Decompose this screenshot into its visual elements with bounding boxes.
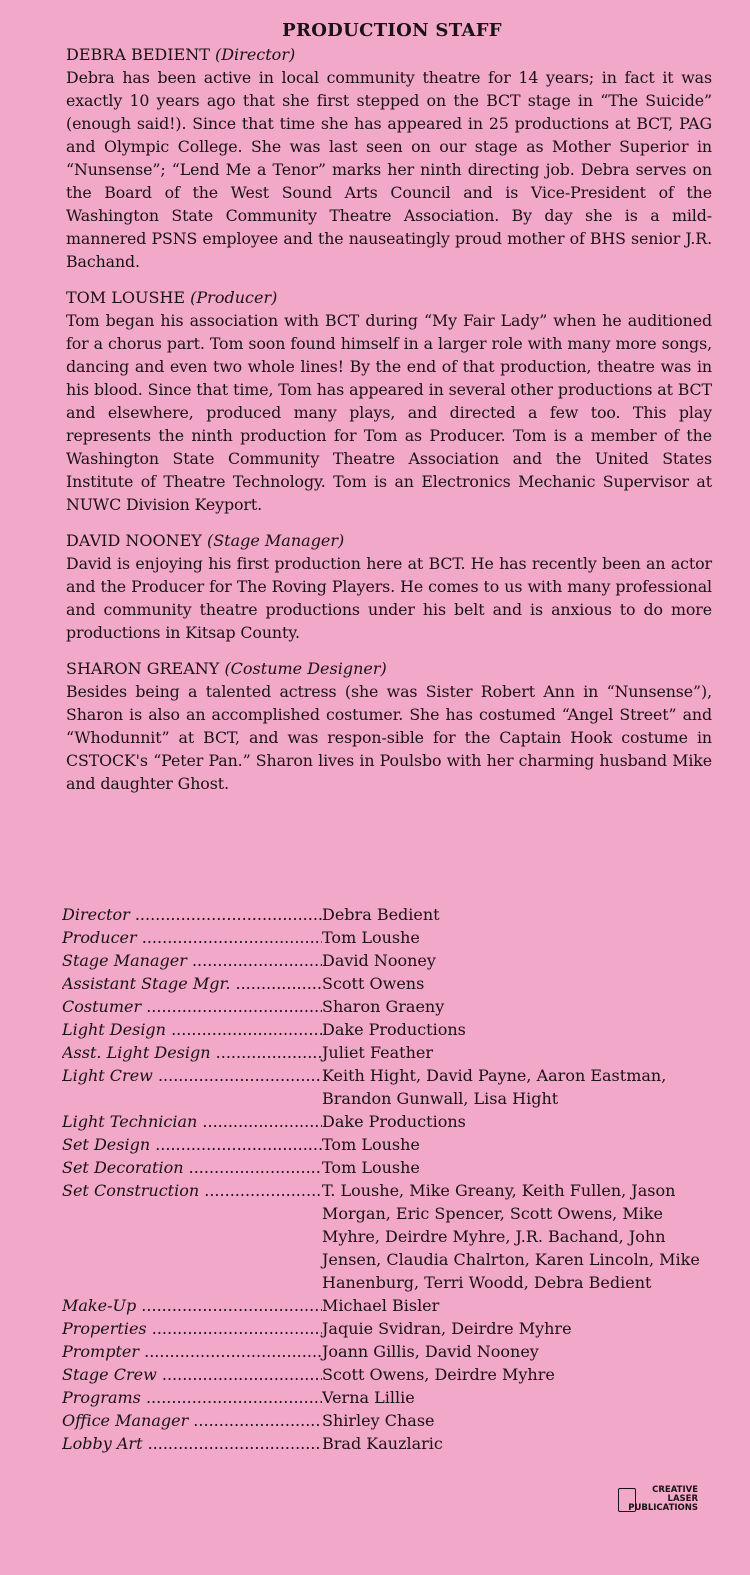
credit-role: Stage Crew ..... [62,1363,322,1386]
credit-row [62,1110,702,1133]
credit-row [62,1317,702,1340]
credit-names: Tom Loushe [322,1135,420,1154]
credit-names: T. Loushe, Mike Greany, Keith Fullen, Jason Morgan, Eric Spencer, Scott Owens, Mike Myhre, Deirdre Myhre, J.R. Bachand, John Jensen, Claudia Chalrton, Karen Lincoln, Mike Hanenburg, Terri Woodd, Debra Bedient [322,1181,700,1292]
credit-row [62,1409,702,1432]
bio-name-line [66,530,712,552]
credit-row [62,995,702,1018]
credit-row [62,1179,702,1294]
bio-name-line [66,44,712,66]
credit-row [62,1386,702,1409]
bio-name: TOM LOUSHE [66,288,186,307]
bio-tom-loushe [66,287,712,516]
credit-row [62,1363,702,1386]
bio-name: DAVID NOONEY [66,531,202,550]
credit-row [62,1340,702,1363]
bio-text: Debra has been active in local community theatre for 14 years; in fact it was exactly 10 years ago that she first stepped on the BCT stage in “The Suicide” (enough said!). Since that time she has appeared in 25 productions at BCT, PAG and Olympic College. She was last seen on our stage as Mother Superior in “Nunsense”; “Lend Me a Tenor” marks her ninth directing job. Debra serves on the Board of the West Sound Arts Council and is Vice-President of the Washington State Community Theatre Association. By day she is a mild-mannered PSNS employee and the nauseatingly proud mother of BHS senior J.R. Bachand. [66,68,712,271]
credit-role: Prompter ..... [62,1340,322,1363]
bio-name-line [66,658,712,680]
bio-text: Tom began his association with BCT during “My Fair Lady” when he auditioned for a chorus part. Tom soon found himself in a larger role with many more songs, dancing and even two whole lines! By the end of that production, theatre was in his blood. Since that time, Tom has appeared in several other productions at BCT and elsewhere, produced many plays, and directed a few too. This play represents the ninth production for Tom as Producer. Tom is a member of the Washington State Community Theatre Association and the United States Institute of Theatre Technology. Tom is an Electronics Mechanic Supervisor at NUWC Division Keyport. [66,311,712,514]
bio-role: (Costume Designer) [224,659,387,678]
credit-row [62,949,702,972]
credit-names: Sharon Graeny [322,997,445,1016]
credit-names: Dake Productions [322,1112,466,1131]
credit-row [62,926,702,949]
credit-names: Debra Bedient [322,905,440,924]
credit-row [62,903,702,926]
credit-role: Director ..... [62,903,322,926]
credit-role: Properties ..... [62,1317,322,1340]
credit-role: Make-Up ..... [62,1294,322,1317]
credit-role: Asst. Light Design ..... [62,1041,322,1064]
bio-role: (Stage Manager) [206,531,345,550]
credit-row [62,1018,702,1041]
credit-row [62,1156,702,1179]
credit-role: Light Technician ..... [62,1110,322,1133]
page-title: PRODUCTION STAFF [282,20,502,41]
logo-line: LASER [667,1494,698,1504]
credit-role: Producer ..... [62,926,322,949]
credit-row [62,1432,702,1455]
bio-name: DEBRA BEDIENT [66,45,210,64]
bio-name: SHARON GREANY [66,659,220,678]
bio-role: (Producer) [190,288,278,307]
credit-names: Juliet Feather [322,1043,434,1062]
credit-row [62,972,702,995]
credit-role: Set Decoration ..... [62,1156,322,1179]
credit-role: Assistant Stage Mgr. ..... [62,972,322,995]
bio-text: Besides being a talented actress (she was Sister Robert Ann in “Nunsense”), Sharon is also an accomplished costumer. She has costumed “Angel Street” and “Whodunnit” at BCT, and was respon-sible for the Captain Hook costume in CSTOCK's “Peter Pan.” Sharon lives in Poulsbo with her charming husband Mike and daughter Ghost. [66,682,712,793]
bio-role: (Director) [214,45,296,64]
credit-role: Office Manager ..... [62,1409,322,1432]
credit-names: Shirley Chase [322,1411,435,1430]
credit-role: Set Design ..... [62,1133,322,1156]
credit-role: Lobby Art ..... [62,1432,322,1455]
credit-role: Light Design ..... [62,1018,322,1041]
credit-names: Scott Owens [322,974,425,993]
logo-line: PUBLICATIONS [628,1503,698,1513]
credit-names: Tom Loushe [322,928,420,947]
credit-role: Set Construction ..... [62,1179,322,1294]
credit-names: Michael Bisler [322,1296,440,1315]
credit-row [62,1133,702,1156]
credit-role: Costumer ..... [62,995,322,1018]
credits-list [62,903,702,1455]
logo-line: CREATIVE [652,1485,698,1495]
bio-debra-bedient [66,44,712,273]
bio-sharon-greany [66,658,712,795]
credit-row [62,1294,702,1317]
credit-names: Jaquie Svidran, Deirdre Myhre [322,1319,572,1338]
credit-names: Keith Hight, David Payne, Aaron Eastman, Brandon Gunwall, Lisa Hight [322,1066,667,1108]
credit-names: Verna Lillie [322,1388,415,1407]
bio-david-nooney [66,530,712,644]
credit-role: Stage Manager ..... [62,949,322,972]
credit-role: Programs ..... [62,1386,322,1409]
creative-laser-publications-logo [618,1484,700,1518]
staff-bios [66,44,712,809]
credit-names: Tom Loushe [322,1158,420,1177]
credit-role: Light Crew ..... [62,1064,322,1110]
logo-text [628,1486,698,1513]
credit-names: Joann Gillis, David Nooney [322,1342,539,1361]
credit-names: Dake Productions [322,1020,466,1039]
bio-name-line [66,287,712,309]
credit-row [62,1041,702,1064]
credit-names: David Nooney [322,951,436,970]
credit-row [62,1064,702,1110]
credit-names: Brad Kauzlaric [322,1434,443,1453]
bio-text: David is enjoying his first production here at BCT. He has recently been an actor and the Producer for The Roving Players. He comes to us with many professional and community theatre productions under his belt and is anxious to do more productions in Kitsap County. [66,554,712,642]
credit-names: Scott Owens, Deirdre Myhre [322,1365,555,1384]
